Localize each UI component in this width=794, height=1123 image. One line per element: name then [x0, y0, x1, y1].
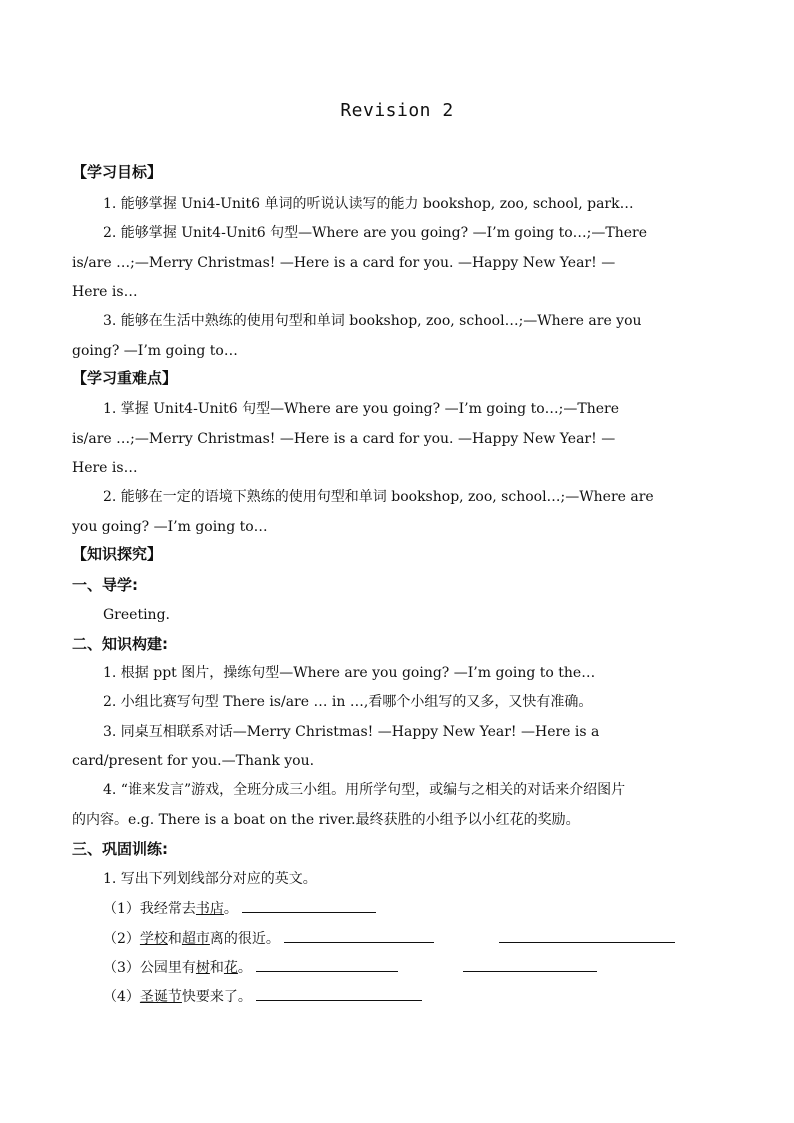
key-2-line-1: 2. 能够在一定的语境下熟练的使用句型和单词 bookshop, zoo, school…;—Where are	[103, 489, 654, 505]
answer-blank[interactable]	[284, 928, 434, 943]
goal-1: 1. 能够掌握 Uni4-Unit6 单词的听说认读写的能力 bookshop, zoo, school, park…	[103, 196, 634, 212]
exercise-3-target-2: 花	[223, 960, 238, 976]
part-3-heading: 三、巩固训练:	[72, 840, 168, 858]
part-3-item-1: 1. 写出下列划线部分对应的英文。	[103, 871, 317, 887]
goal-3-line-2: going? —I’m going to…	[72, 343, 238, 359]
goal-3-line-1: 3. 能够在生活中熟练的使用句型和单词 bookshop, zoo, school…;—Where are you	[103, 313, 642, 329]
exercise-2-mid: 和	[167, 931, 182, 947]
exercise-2-prefix: （2）	[103, 931, 140, 947]
exercise-3-prefix: （3）公园里有	[103, 960, 196, 976]
exercise-4-prefix: （4）	[103, 989, 140, 1005]
part-2-item-3-line-1: 3. 同桌互相联系对话—Merry Christmas! —Happy New Year! —Here is a	[103, 724, 600, 740]
exercise-3-target-1: 树	[195, 960, 210, 976]
key-1-line-1: 1. 掌握 Unit4-Unit6 句型—Where are you going? —I’m going to…;—There	[103, 401, 619, 417]
key-1-line-3: Here is…	[72, 460, 138, 476]
key-1-line-2: is/are …;—Merry Christmas! —Here is a card for you. —Happy New Year! —	[72, 431, 616, 447]
part-2-item-2: 2. 小组比赛写句型 There is/are … in …,看哪个小组写的又多，又快有准确。	[103, 694, 593, 710]
exercise-1-prefix: （1）我经常去	[103, 901, 196, 917]
answer-blank[interactable]	[256, 957, 398, 972]
goal-2-line-1: 2. 能够掌握 Unit4-Unit6 句型—Where are you going? —I’m going to…;—There	[103, 225, 647, 241]
key-2-line-2: you going? —I’m going to…	[72, 519, 268, 535]
exercise-2	[103, 928, 763, 949]
exercise-3-mid: 和	[209, 960, 224, 976]
answer-blank[interactable]	[256, 986, 422, 1001]
answer-blank[interactable]	[463, 957, 597, 972]
exercise-3	[103, 957, 763, 978]
part-1-heading: 一、导学:	[72, 576, 138, 594]
exercise-2-suffix: 离的很近。	[209, 931, 280, 947]
explore-heading: 【知识探究】	[72, 545, 163, 563]
exercise-1-suffix: 。	[223, 901, 238, 917]
goals-heading: 【学习目标】	[72, 163, 163, 181]
exercise-3-suffix: 。	[237, 960, 252, 976]
page-title: Revision 2	[340, 100, 454, 121]
exercise-4-suffix: 快要来了。	[181, 989, 252, 1005]
answer-blank[interactable]	[242, 898, 376, 913]
goal-2-line-2: is/are …;—Merry Christmas! —Here is a card for you. —Happy New Year! —	[72, 255, 616, 271]
goal-2-line-3: Here is…	[72, 284, 138, 300]
exercise-4	[103, 986, 763, 1007]
exercise-1	[103, 898, 763, 919]
key-points-heading: 【学习重难点】	[72, 369, 178, 387]
part-2-item-3-line-2: card/present for you.—Thank you.	[72, 753, 315, 769]
exercise-2-target-1: 学校	[139, 931, 168, 947]
answer-blank[interactable]	[499, 928, 675, 943]
exercise-2-target-2: 超市	[181, 931, 210, 947]
part-2-item-1: 1. 根据 ppt 图片，操练句型—Where are you going? —I’m going to the…	[103, 665, 596, 681]
exercise-1-target: 书店	[195, 901, 224, 917]
exercise-4-target: 圣诞节	[139, 989, 182, 1005]
part-2-item-4-line-1: 4. “谁来发言”游戏，全班分成三小组。用所学句型，或编与之相关的对话来介绍图片	[103, 782, 626, 798]
part-1-text: Greeting.	[103, 607, 170, 623]
part-2-heading: 二、知识构建:	[72, 635, 168, 653]
part-2-item-4-line-2: 的内容。e.g. There is a boat on the river.最终获胜的小组予以小红花的奖励。	[72, 812, 580, 828]
